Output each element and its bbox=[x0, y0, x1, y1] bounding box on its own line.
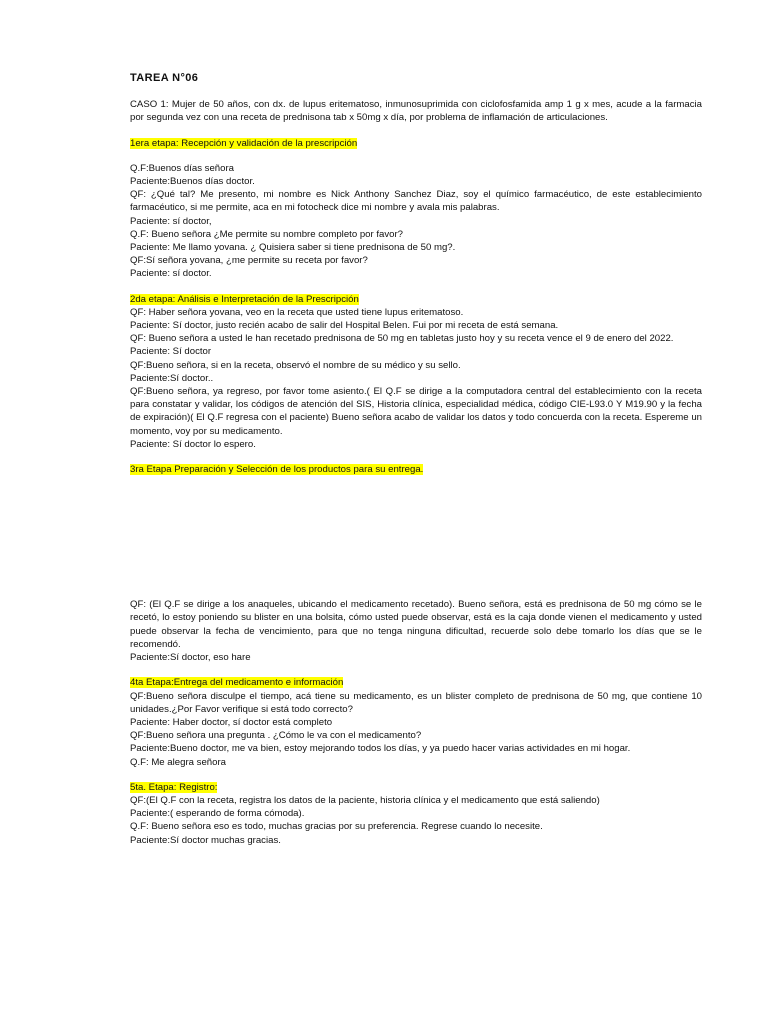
section-4 bbox=[130, 676, 702, 768]
section-3 bbox=[130, 463, 702, 664]
dialogue-line: Paciente:Sí doctor.. bbox=[130, 372, 214, 384]
dialogue-line: Paciente:Sí doctor, eso hare bbox=[130, 652, 251, 664]
dialogue-line: Paciente:Sí doctor muchas gracias. bbox=[130, 834, 281, 846]
dialogue-line: QF: Haber señora yovana, veo en la receta que usted tiene lupus eritematoso. bbox=[130, 306, 464, 318]
document-body bbox=[130, 72, 702, 847]
case-description: CASO 1: Mujer de 50 años, con dx. de lupus eritematoso, inmunosuprimida con ciclofosfamida amp 1 g x mes, acude a la farmacia por segunda vez con una receta de prednisona tab x 50mg x día, por problema de inflamación de articulaciones. bbox=[130, 99, 702, 124]
section-2 bbox=[130, 293, 702, 451]
dialogue-line: Paciente: Sí doctor lo espero. bbox=[130, 438, 256, 450]
section-heading: 2da etapa: Análisis e Interpretación de la Prescripción bbox=[130, 293, 359, 305]
dialogue-line: QF:(El Q.F con la receta, registra los datos de la paciente, historia clínica y el medicamento que está saliendo) bbox=[130, 794, 600, 806]
dialogue-line: Paciente: sí doctor. bbox=[130, 268, 212, 280]
dialogue-line: QF: ¿Qué tal? Me presento, mi nombre es Nick Anthony Sanchez Diaz, soy el químico farmacéutico, de este establecimiento farmacéutico, si me permite, aca en mi fotocheck dice mi nombre y avala mis palabras. bbox=[130, 189, 702, 214]
dialogue-line: Q.F:Buenos días señora bbox=[130, 162, 234, 174]
section-heading: 4ta Etapa:Entrega del medicamento e información bbox=[130, 677, 344, 689]
dialogue-line: QF:Bueno señora una pregunta . ¿Cómo le va con el medicamento? bbox=[130, 730, 422, 742]
dialogue-line: QF:Bueno señora disculpe el tiempo, acá tiene su medicamento, es un blister completo de prednisona de 50 mg, que contiene 10 unidades.¿Por Favor verifique si está todo correcto? bbox=[130, 690, 702, 715]
dialogue-line: Paciente:Buenos días doctor. bbox=[130, 176, 255, 188]
dialogue-line: Q.F: Bueno señora ¿Me permite su nombre completo por favor? bbox=[130, 228, 404, 240]
dialogue-line: Q.F: Me alegra señora bbox=[130, 756, 226, 768]
dialogue-line: QF:Sí señora yovana, ¿me permite su receta por favor? bbox=[130, 255, 368, 267]
dialogue-line: Paciente: Me llamo yovana. ¿ Quisiera saber si tiene prednisona de 50 mg?. bbox=[130, 242, 456, 254]
section-heading: 1era etapa: Recepción y validación de la prescripción bbox=[130, 137, 358, 149]
dialogue-line: QF: (El Q.F se dirige a los anaqueles, ubicando el medicamento recetado). Bueno señora, está es prednisona de 50 mg cómo se le recetó, lo estoy poniendo su blister en una bolsita, cómo usted puede observar, está es la caja donde vienen el medicamento y usted puede observar la fecha de vencimiento, para que no tenga ninguna dificultad, recuerde solo debe tomarlo los días que se le recomendó. bbox=[130, 599, 702, 650]
dialogue-line: Paciente: sí doctor, bbox=[130, 215, 212, 227]
document-title: TAREA N°06 bbox=[130, 72, 199, 84]
dialogue-line: Paciente: Sí doctor, justo recién acabo de salir del Hospital Belen. Fui por mi receta de está semana. bbox=[130, 320, 559, 332]
dialogue-line: QF:Bueno señora, si en la receta, observó el nombre de su médico y su sello. bbox=[130, 359, 461, 371]
section-1 bbox=[130, 137, 702, 281]
section-5 bbox=[130, 781, 702, 847]
dialogue-line: QF:Bueno señora, ya regreso, por favor tome asiento.( El Q.F se dirige a la computadora central del establecimiento con la receta para constatar y validar, los códigos de atención del SIS, Historia clínica, especialidad médica, código CIE-L93.0 Y M19.90 y la fecha de expiración)( El Q.F regresa con el paciente) Bueno señora acabo de validar los datos y todo concuerda con la receta. Espereme un momento, voy por su medicamento. bbox=[130, 386, 702, 437]
dialogue-line: Q.F: Bueno señora eso es todo, muchas gracias por su preferencia. Regrese cuando lo necesite. bbox=[130, 821, 543, 833]
section-heading: 3ra Etapa Preparación y Selección de los productos para su entrega. bbox=[130, 464, 424, 476]
section-heading: 5ta. Etapa: Registro: bbox=[130, 781, 218, 793]
dialogue-line: Paciente: Sí doctor bbox=[130, 346, 212, 358]
dialogue-line: Paciente:( esperando de forma cómoda). bbox=[130, 808, 305, 820]
dialogue-line: Paciente: Haber doctor, sí doctor está completo bbox=[130, 716, 333, 728]
dialogue-line: Paciente:Bueno doctor, me va bien, estoy mejorando todos los días, y ya puedo hacer varias actividades en mi hogar. bbox=[130, 743, 631, 755]
dialogue-line: QF: Bueno señora a usted le han recetado prednisona de 50 mg en tabletas justo hoy y su receta vence el 9 de enero del 2022. bbox=[130, 333, 674, 345]
